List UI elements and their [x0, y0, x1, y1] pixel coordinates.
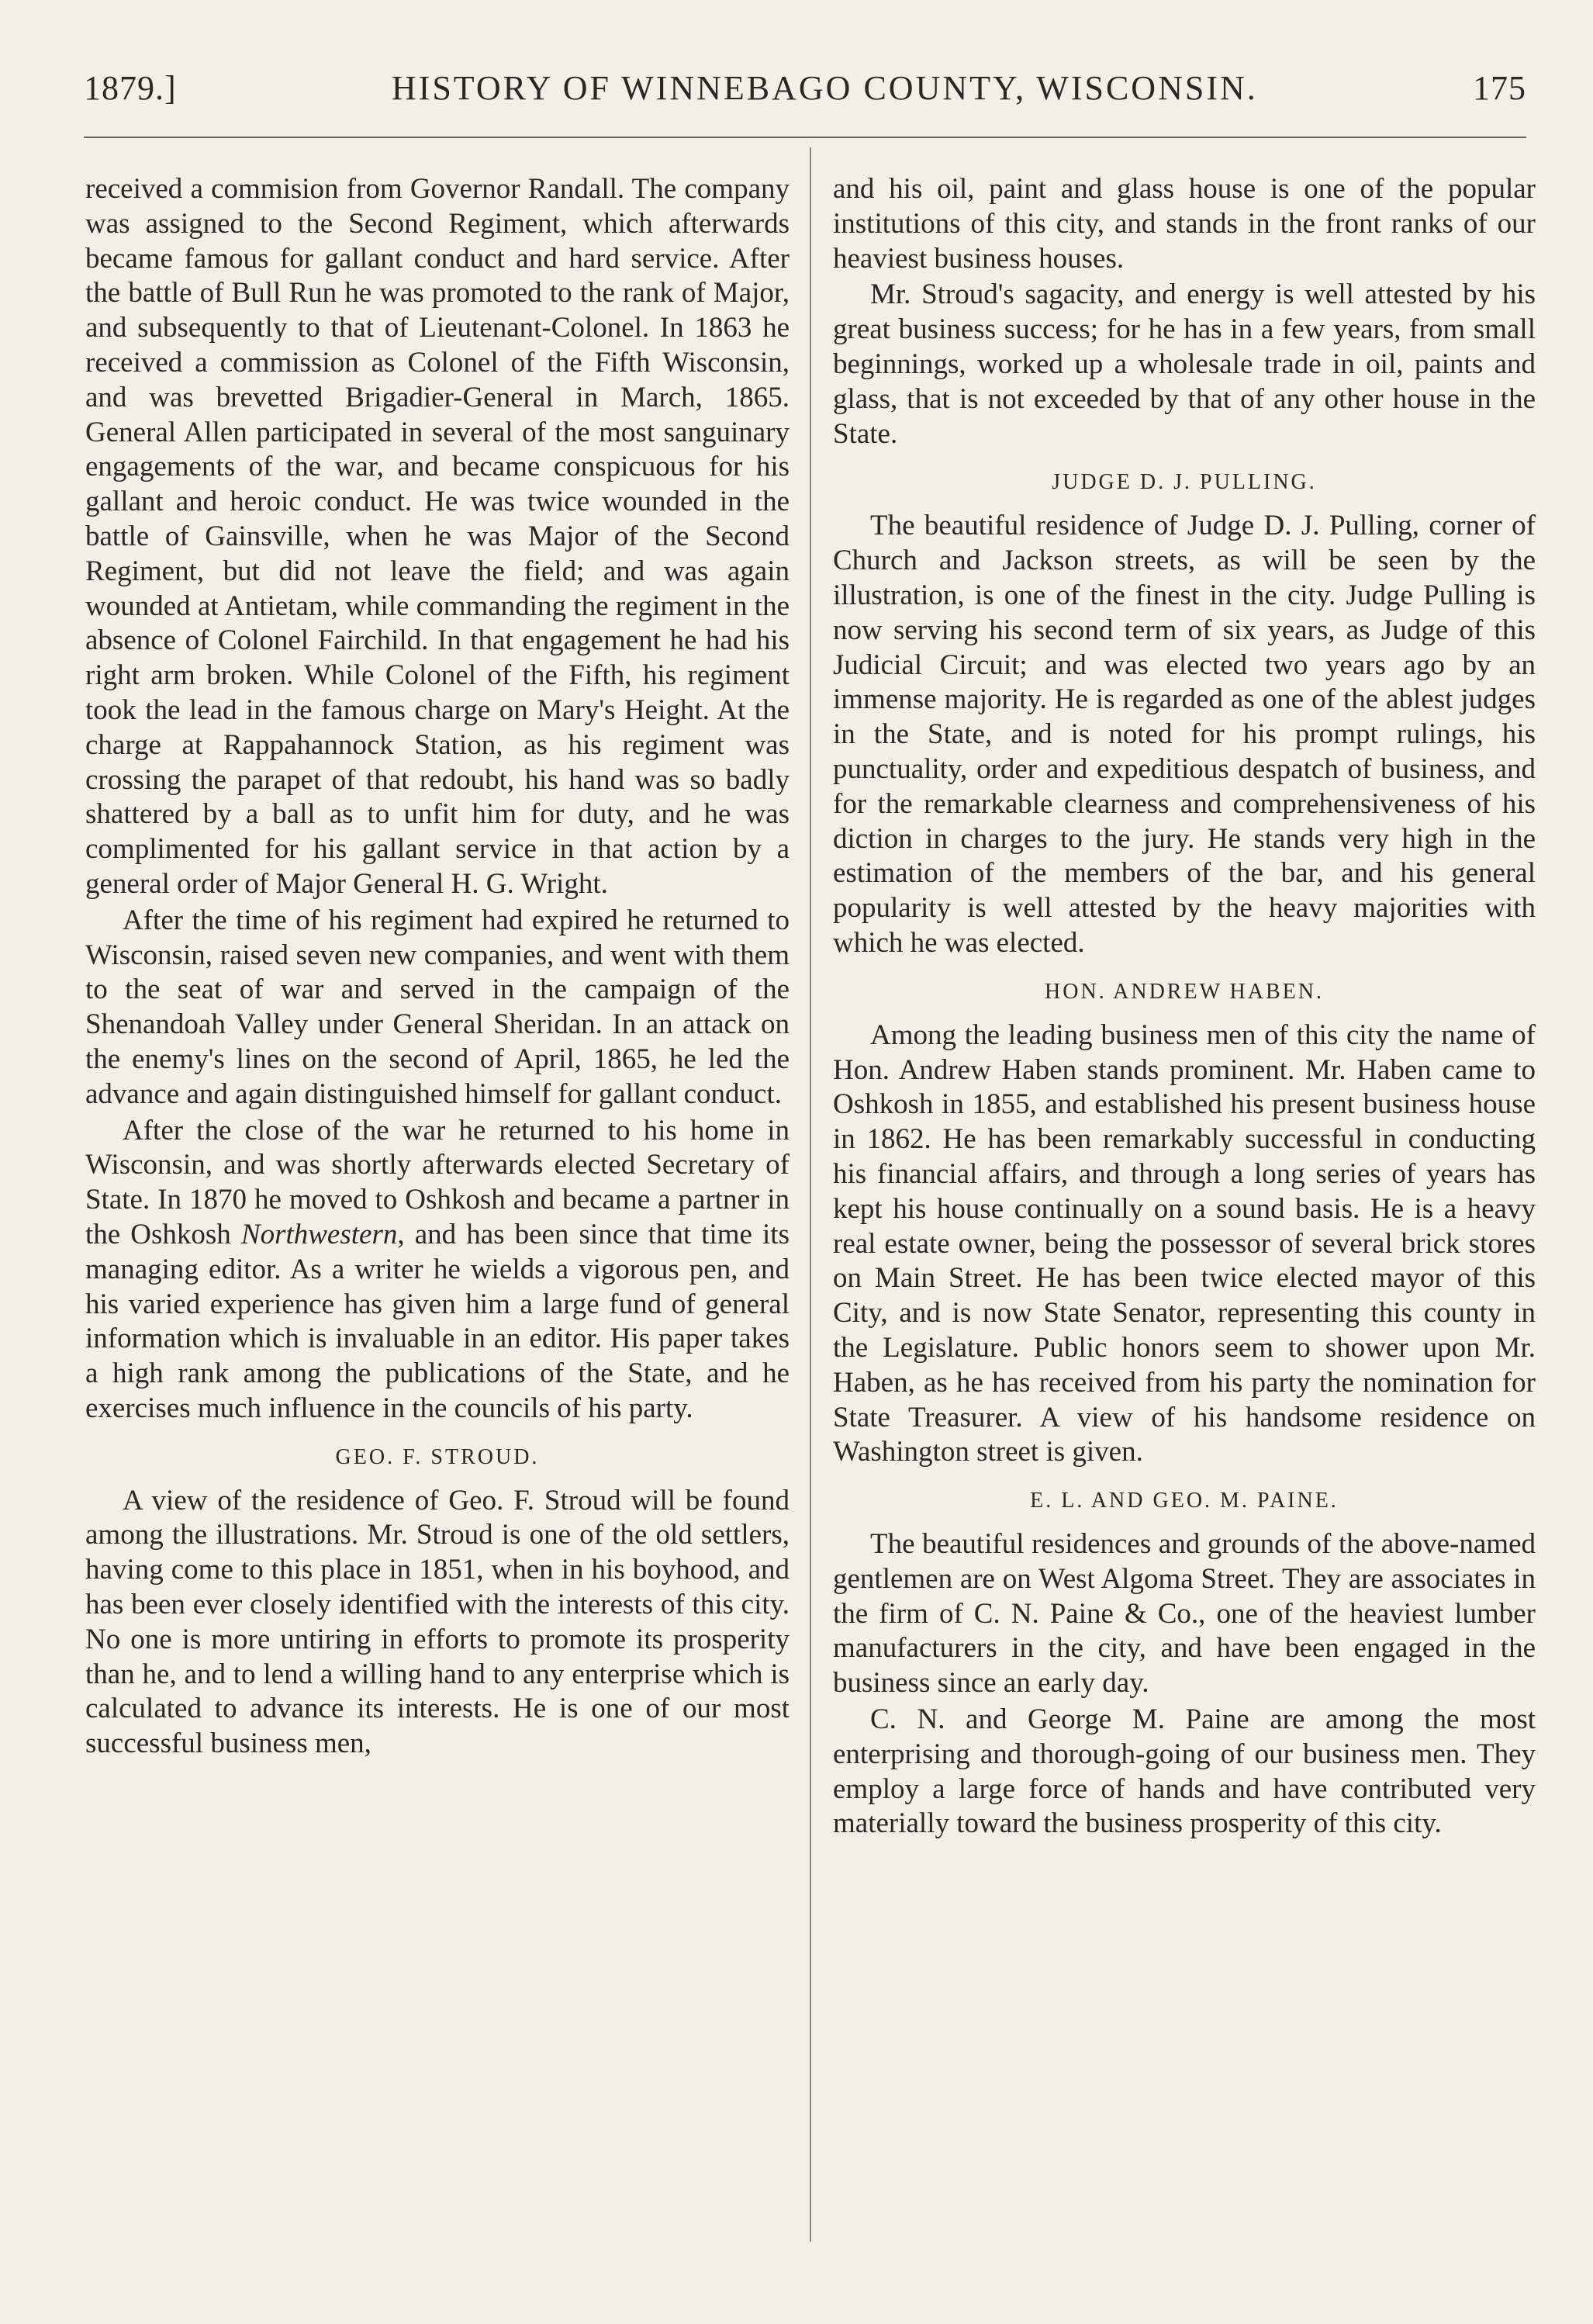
header-rule	[84, 137, 1526, 138]
section-heading-haben: HON. ANDREW HABEN.	[1045, 979, 1324, 1004]
section-heading-pulling: JUDGE D. J. PULLING.	[1052, 470, 1317, 495]
paragraph-stroud-house: and his oil, paint and glass house is one of the popular institutions of this city, and stands in the front ranks of our heaviest business houses.	[833, 173, 1536, 275]
paragraph-paine-residences: The beautiful residences and grounds of the above-named gentlemen are on West Algoma Street. They are associates in the firm of C. N. Paine & Co., one of the heaviest lumber manufacturers in the city, and have been engaged in the business since an early day.	[833, 1528, 1536, 1700]
left-column	[85, 172, 790, 1763]
paragraph-paine-business: C. N. and George M. Paine are among the most enterprising and thorough-going of our business men. They employ a large force of hands and have contributed very materially toward the business prosperity of this city.	[833, 1703, 1536, 1840]
column-divider	[810, 147, 811, 2242]
text-segment: After the close of the war he returned to his home in Wisconsin, and was shortly afterwards elected Secretary of State. In 1870 he moved to Oshkosh and became a partner in the Oshkosh	[85, 1114, 790, 1250]
text-segment: , and has been since that time its managing editor. As a writer he wields a vigorous pen, and his varied experience has given him a large fund of general information which is invaluable in an editor. His paper takes a high rank among the publications of the State, and he exercises much influence in the councils of his party.	[85, 1218, 790, 1424]
paragraph-allen-editor	[85, 1114, 790, 1427]
header-title: HISTORY OF WINNEBAGO COUNTY, WISCONSIN.	[391, 69, 1258, 107]
paragraph-allen-return: After the time of his regiment had expired he returned to Wisconsin, raised seven new companies, and went with them to the seat of war and served in the campaign of the Shenandoah Valley under General Sheridan. In an attack on the enemy's lines on the second of April, 1865, he led the advance and again distinguished himself for gallant conduct.	[85, 904, 790, 1110]
paragraph-pulling: The beautiful residence of Judge D. J. Pulling, corner of Church and Jackson streets, as will be seen by the illustration, is one of the finest in the city. Judge Pulling is now serving his second term of six years, as Judge of this Judicial Circuit; and was elected two years ago by an immense majority. He is regarded as one of the ablest judges in the State, and is noted for his prompt rulings, his punctuality, order and expeditious despatch of business, and for the remarkable clearness and comprehensiveness of his diction in charges to the jury. He stands very high in the estimation of the members of the bar, and his general popularity is well attested by the heavy majorities with which he was elected.	[833, 510, 1536, 959]
section-heading-paine: E. L. AND GEO. M. PAINE.	[1030, 1489, 1339, 1513]
paragraph-haben: Among the leading business men of this city the name of Hon. Andrew Haben stands prominent. Mr. Haben came to Oshkosh in 1855, and established his present business house in 1862. He has been remarkably successful in conducting his financial affairs, and through a long series of years has kept his house continually on a sound basis. He is a heavy real estate owner, being the possessor of several brick stores on Main Street. He has been twice elected mayor of this City, and is now State Senator, representing this county in the Legislature. Public honors seem to shower upon Mr. Haben, as he has received from his party the nomination for State Treasurer. A view of his handsome residence on Washington street is given.	[833, 1018, 1536, 1468]
newspaper-title: Northwestern	[240, 1218, 398, 1250]
running-header	[84, 68, 1526, 115]
paragraph-allen-career: received a commision from Governor Randall. The company was assigned to the Second Regiment, which afterwards became famous for gallant conduct and hard service. After the battle of Bull Run he was promoted to the rank of Major, and subsequently to that of Lieutenant-Colonel. In 1863 he received a commission as Colonel of the Fifth Wisconsin, and was brevetted Brigadier-General in March, 1865. General Allen participated in several of the most sanguinary engagements of the war, and became conspicuous for his gallant and heroic conduct. He was twice wounded in the battle of Gainsville, when he was Major of the Second Regiment, but did not leave the field; and was again wounded at Antietam, while commanding the regiment in the absence of Colonel Fairchild. In that engagement he had his right arm broken. While Colonel of the Fifth, his regiment took the lead in the famous charge on Mary's Height. At the charge at Rappahannock Station, as his regiment was crossing the parapet of that redoubt, his hand was so badly shattered by a ball as to unfit him for duty, and he was complimented for his gallant service in that action by a general order of Major General H. G. Wright.	[85, 173, 790, 900]
page-number: 175	[1473, 69, 1526, 107]
paragraph-stroud-intro: A view of the residence of Geo. F. Stroud will be found among the illustrations. Mr. Stroud is one of the old settlers, having come to this place in 1851, when in his boyhood, and has been ever closely identified with the interests of this city. No one is more untiring in efforts to promote its prosperity than he, and to lend a willing hand to any enterprise which is calculated to advance its interests. He is one of our most successful business men,	[85, 1484, 790, 1760]
section-heading-stroud: GEO. F. STROUD.	[335, 1444, 540, 1469]
paragraph-stroud-success: Mr. Stroud's sagacity, and energy is well attested by his great business success; for he has in a few years, from small beginnings, worked up a wholesale trade in oil, paints and glass, that is not exceeded by that of any other house in the State.	[833, 278, 1536, 450]
right-column	[833, 172, 1536, 1843]
header-year: 1879.]	[84, 69, 177, 107]
